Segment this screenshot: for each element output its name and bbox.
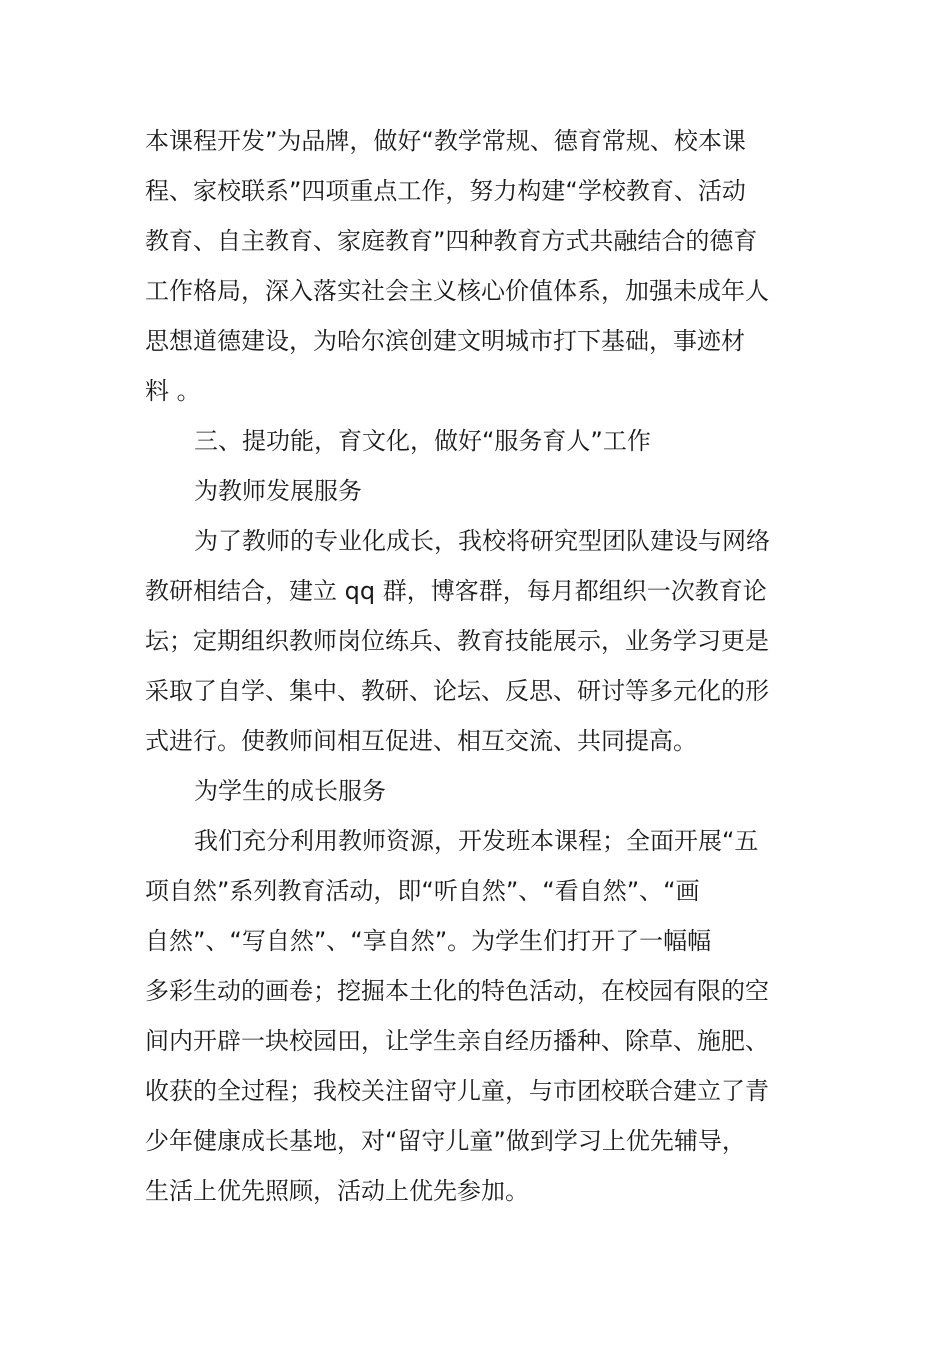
text-line: 本课程开发”为品牌，做好“教学常规、德育常规、校本课	[145, 127, 746, 155]
subsection-heading: 为教师发展服务	[194, 477, 362, 505]
section-heading: 三、提功能，育文化，做好“服务育人”工作	[194, 427, 651, 455]
subsection-heading: 为学生的成长服务	[194, 777, 386, 805]
text-line: 我们充分利用教师资源，开发班本课程；全面开展“五	[194, 827, 759, 855]
text-line: 坛；定期组织教师岗位练兵、教育技能展示，业务学习更是	[145, 627, 769, 655]
text-line: 为了教师的专业化成长，我校将研究型团队建设与网络	[194, 527, 770, 555]
text-line: 工作格局，深入落实社会主义核心价值体系，加强未成年人	[145, 277, 769, 305]
text-line: 教研相结合，建立 qq 群，博客群，每月都组织一次教育论	[145, 577, 767, 605]
text-line: 收获的全过程；我校关注留守儿童，与市团校联合建立了青	[145, 1077, 769, 1105]
text-line: 料 。	[145, 377, 201, 405]
text-line: 教育、自主教育、家庭教育”四种教育方式共融结合的德育	[145, 227, 758, 255]
text-line: 思想道德建设，为哈尔滨创建文明城市打下基础，事迹材	[145, 327, 745, 355]
text-line: 采取了自学、集中、教研、论坛、反思、研讨等多元化的形	[145, 677, 769, 705]
text-line: 项自然”系列教育活动，即“听自然”、“看自然”、“画	[145, 877, 700, 905]
text-line: 式进行。使教师间相互促进、相互交流、共同提高。	[145, 727, 697, 755]
text-line: 少年健康成长基地，对“留守儿童”做到学习上优先辅导，	[145, 1127, 746, 1155]
text-line: 程、家校联系”四项重点工作，努力构建“学校教育、活动	[145, 177, 746, 205]
text-line: 生活上优先照顾，活动上优先参加。	[145, 1177, 529, 1205]
text-line: 自然”、“写自然”、“享自然”。为学生们打开了一幅幅	[145, 927, 712, 955]
text-line: 间内开辟一块校园田，让学生亲自经历播种、除草、施肥、	[145, 1027, 769, 1055]
text-line: 多彩生动的画卷；挖掘本土化的特色活动，在校园有限的空	[145, 977, 769, 1005]
